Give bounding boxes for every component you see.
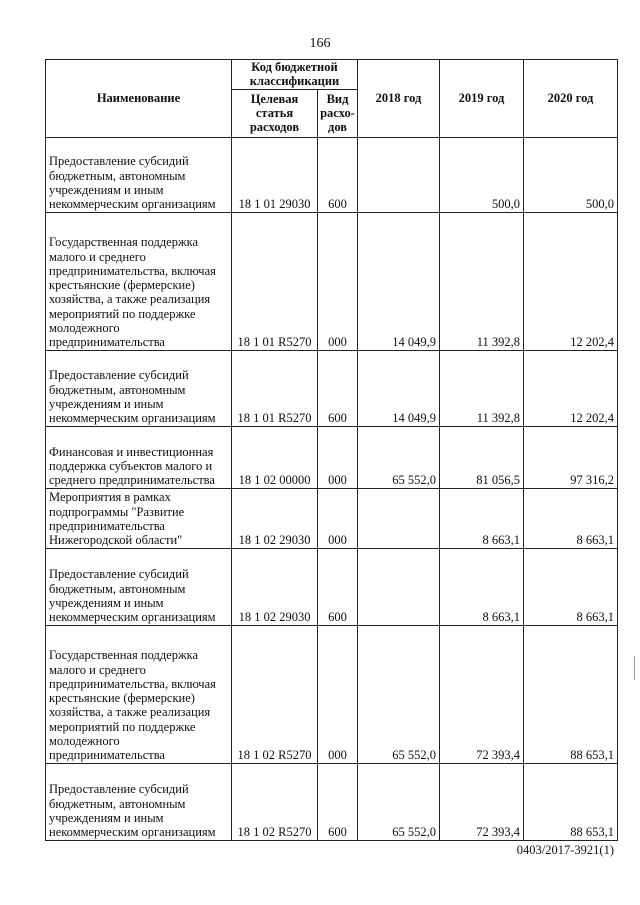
header-2019: 2019 год xyxy=(440,60,524,138)
cell-2018 xyxy=(358,548,440,625)
table-row xyxy=(46,350,618,426)
cell-2018 xyxy=(358,488,440,548)
table-row xyxy=(46,488,618,548)
cell-name: Финансовая и инвестиционная поддержка субъектов малого и среднего предпринимательства xyxy=(46,426,232,488)
document-code: 0403/2017-3921(1) xyxy=(516,843,614,857)
cell-2020: 12 202,4 xyxy=(524,350,618,426)
cell-target-article: 18 1 01 R5270 xyxy=(232,212,318,350)
cell-name: Предоставление субсидий бюджетным, автономным учреждениям и иным некоммерческим организациям xyxy=(46,763,232,840)
cell-2018: 65 552,0 xyxy=(358,625,440,763)
cell-target-article: 18 1 02 29030 xyxy=(232,488,318,548)
cell-2018 xyxy=(358,137,440,212)
cell-target-article: 18 1 02 00000 xyxy=(232,426,318,488)
table-row xyxy=(46,625,618,763)
cell-name: Предоставление субсидий бюджетным, автономным учреждениям и иным некоммерческим организациям xyxy=(46,137,232,212)
cell-2020: 12 202,4 xyxy=(524,212,618,350)
cell-name: Государственная поддержка малого и среднего предпринимательства, включая крестьянские (фермерские) хозяйства, а также реализация мероприятий по поддержке молодежного предпринимательства xyxy=(46,212,232,350)
cell-expense-type: 000 xyxy=(318,488,358,548)
cell-2019: 11 392,8 xyxy=(440,350,524,426)
cell-target-article: 18 1 02 R5270 xyxy=(232,763,318,840)
page-number: 166 xyxy=(309,36,331,51)
header-target-article: Целевая статья расходов xyxy=(232,89,318,137)
cell-2020: 88 653,1 xyxy=(524,763,618,840)
cell-name: Мероприятия в рамках подпрограммы "Развитие предпринимательства Нижегородской области" xyxy=(46,488,232,548)
cell-expense-type: 000 xyxy=(318,625,358,763)
cell-name: Предоставление субсидий бюджетным, автономным учреждениям и иным некоммерческим организациям xyxy=(46,548,232,625)
cell-target-article: 18 1 02 R5270 xyxy=(232,625,318,763)
cell-2020: 88 653,1 xyxy=(524,625,618,763)
table-row xyxy=(46,548,618,625)
header-2020: 2020 год xyxy=(524,60,618,138)
cell-name: Государственная поддержка малого и среднего предпринимательства, включая крестьянские (фермерские) хозяйства, а также реализация мероприятий по поддержке молодежного предпринимательства xyxy=(46,625,232,763)
cell-2019: 500,0 xyxy=(440,137,524,212)
table-row xyxy=(46,763,618,840)
table-row xyxy=(46,212,618,350)
cell-2019: 81 056,5 xyxy=(440,426,524,488)
cell-expense-type: 600 xyxy=(318,350,358,426)
budget-table xyxy=(45,59,618,841)
cell-2020: 500,0 xyxy=(524,137,618,212)
header-expense-type: Вид расхо-дов xyxy=(318,89,358,137)
cell-2018: 65 552,0 xyxy=(358,426,440,488)
cell-name: Предоставление субсидий бюджетным, автономным учреждениям и иным некоммерческим организациям xyxy=(46,350,232,426)
cell-2020: 97 316,2 xyxy=(524,426,618,488)
table-row xyxy=(46,426,618,488)
header-2018: 2018 год xyxy=(358,60,440,138)
header-code-group: Код бюджетной классификации xyxy=(232,60,358,90)
cell-2018: 65 552,0 xyxy=(358,763,440,840)
cell-2019: 11 392,8 xyxy=(440,212,524,350)
cell-target-article: 18 1 01 R5270 xyxy=(232,350,318,426)
cell-2019: 8 663,1 xyxy=(440,488,524,548)
cell-expense-type: 600 xyxy=(318,137,358,212)
cell-2020: 8 663,1 xyxy=(524,488,618,548)
cell-expense-type: 600 xyxy=(318,548,358,625)
cell-target-article: 18 1 01 29030 xyxy=(232,137,318,212)
scan-edge-mark xyxy=(634,656,635,680)
cell-2019: 72 393,4 xyxy=(440,763,524,840)
cell-2018: 14 049,9 xyxy=(358,350,440,426)
cell-2019: 8 663,1 xyxy=(440,548,524,625)
cell-2019: 72 393,4 xyxy=(440,625,524,763)
cell-expense-type: 600 xyxy=(318,763,358,840)
cell-expense-type: 000 xyxy=(318,426,358,488)
cell-target-article: 18 1 02 29030 xyxy=(232,548,318,625)
cell-2018: 14 049,9 xyxy=(358,212,440,350)
table-row xyxy=(46,137,618,212)
cell-expense-type: 000 xyxy=(318,212,358,350)
cell-2020: 8 663,1 xyxy=(524,548,618,625)
header-name: Наименование xyxy=(46,60,232,138)
